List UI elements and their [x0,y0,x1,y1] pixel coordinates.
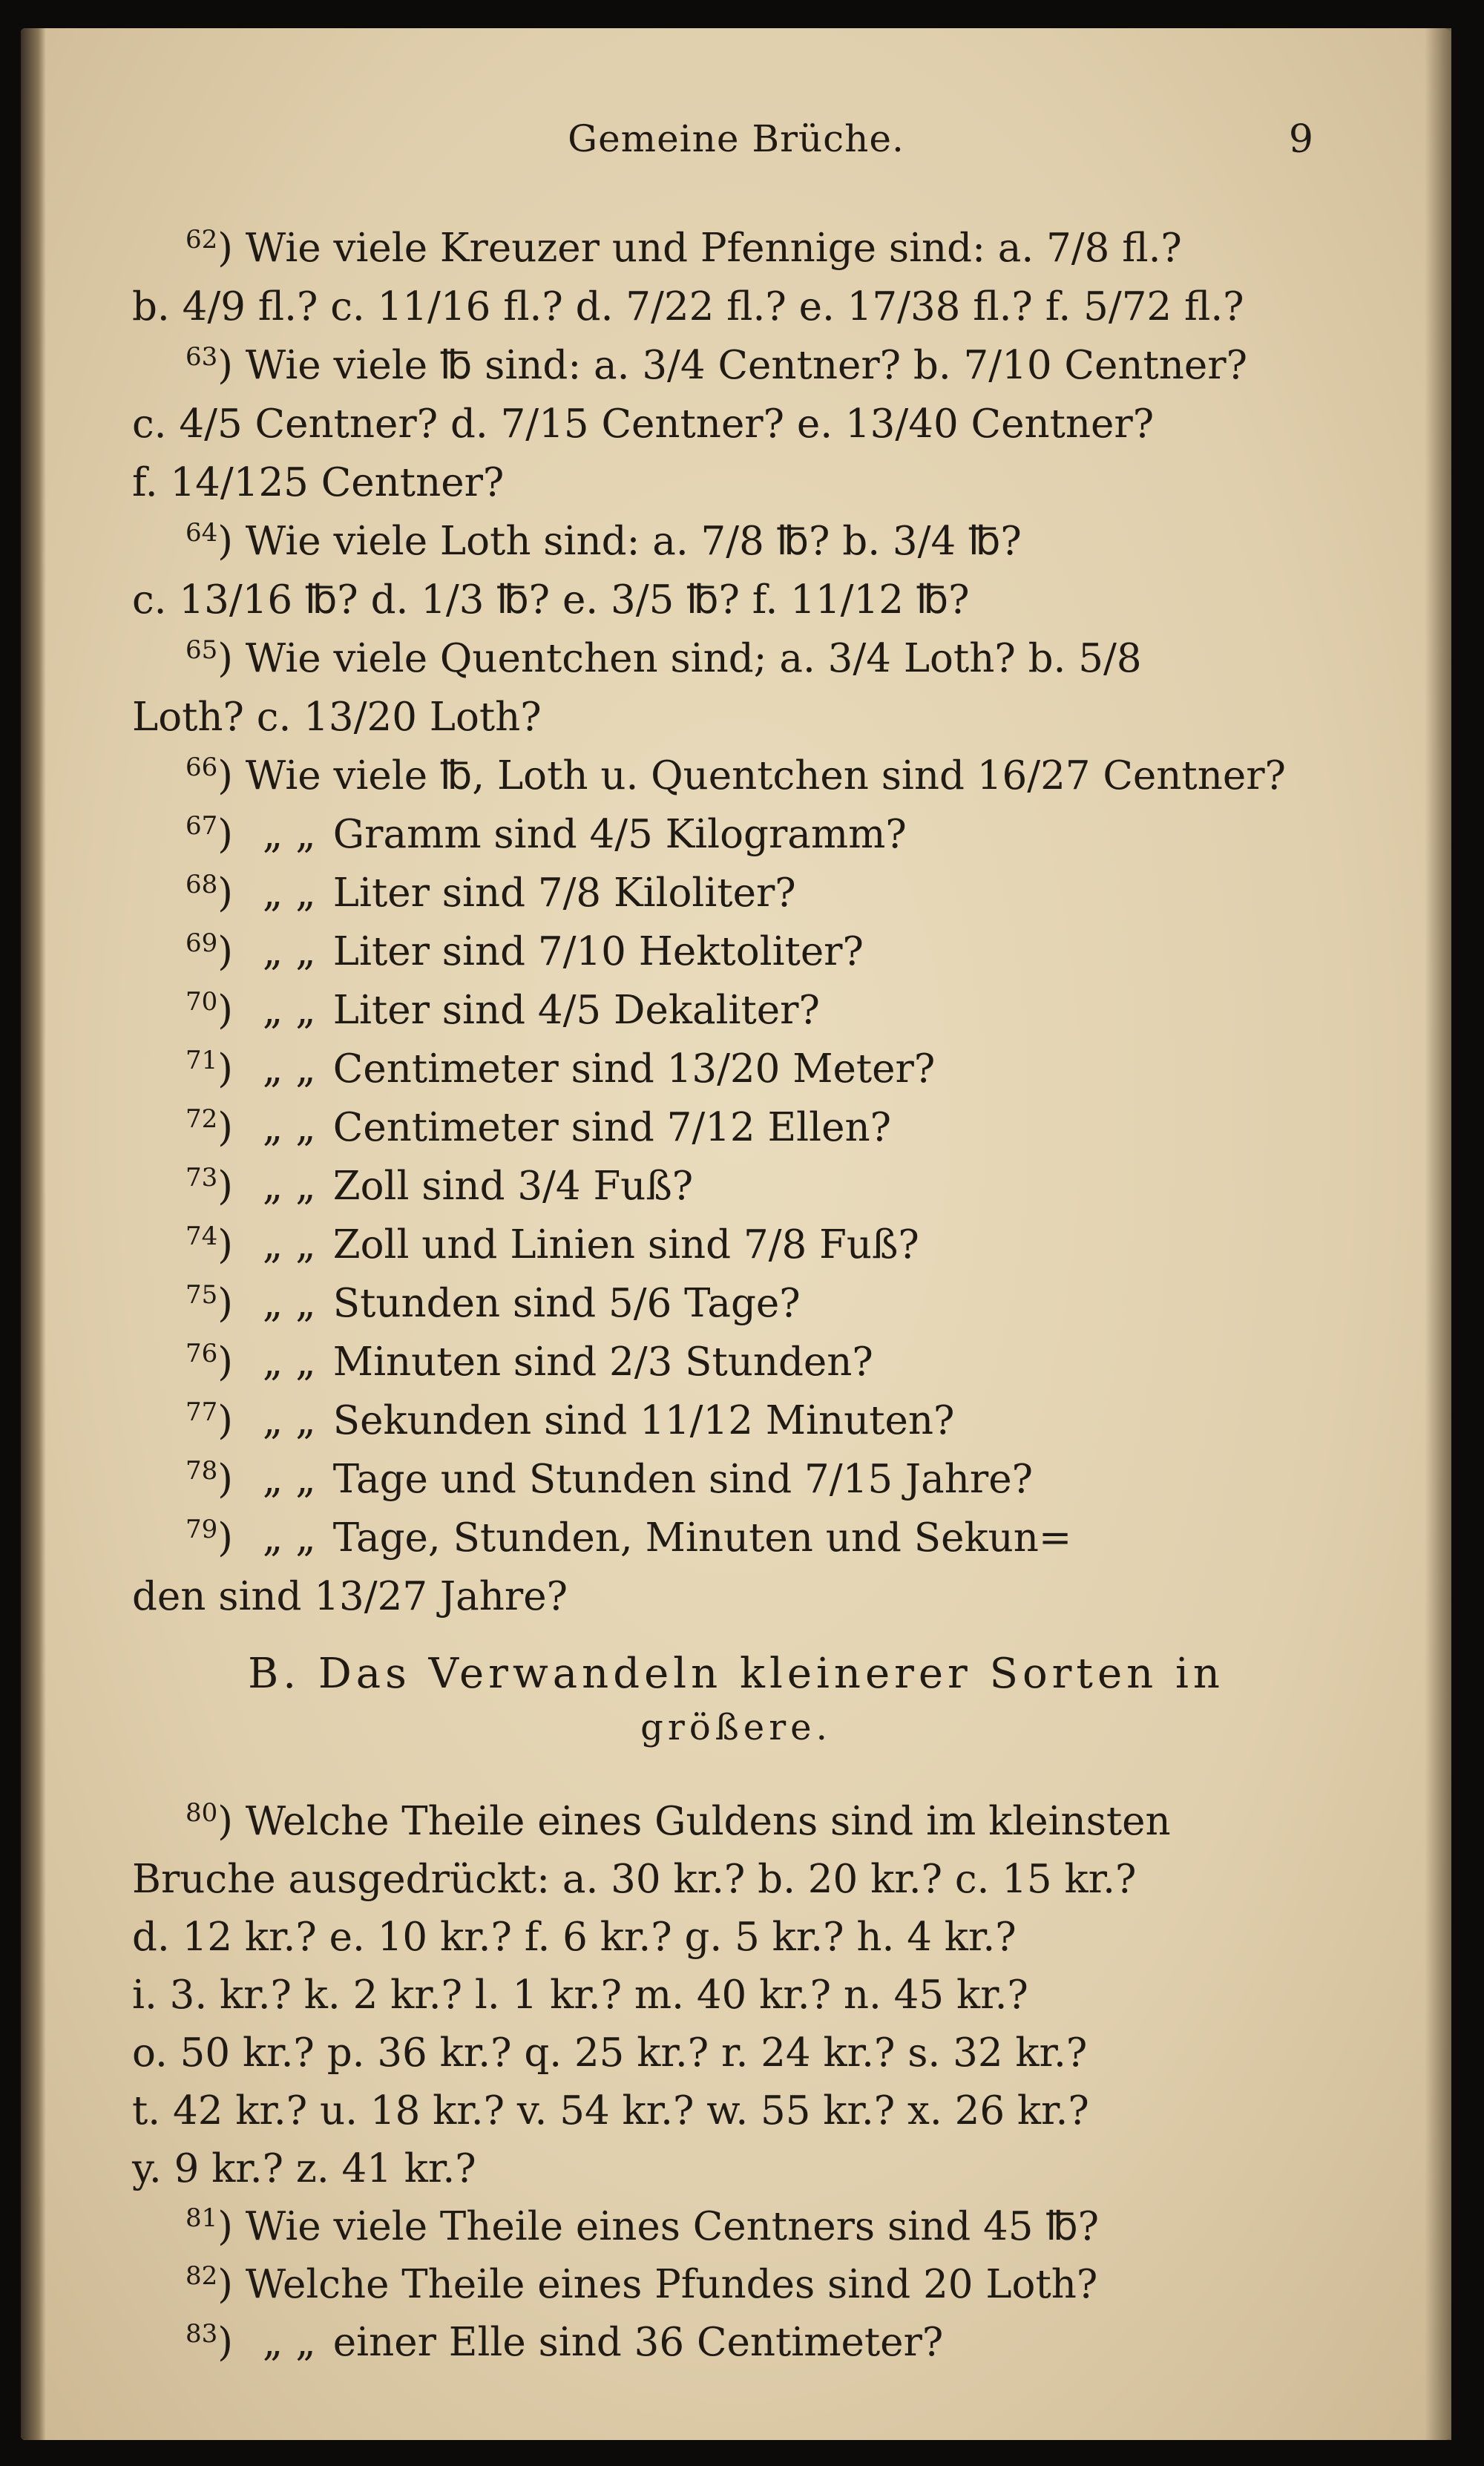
exercise-text: Wie viele ℔, Loth u. Quentchen sind 16/27 Centner? [245,753,1286,799]
exercise-text: c. 4/5 Centner? d. 7/15 Centner? e. 13/40 Centner? [132,401,1155,447]
number-paren: ) [217,1281,246,1326]
exercise-line-continuation [132,1574,1301,1619]
ditto-marks: „ „ [262,1281,316,1326]
number-paren: ) [217,226,246,271]
section-title-continued: größere. [640,1707,832,1748]
section-title: B. Das Verwandeln kleinerer Sorten in [248,1650,1224,1698]
exercise-line-continuation [132,577,1301,623]
exercise-number: 68 [186,870,218,899]
number-paren: ) [217,2204,246,2249]
exercise-number: 62 [186,225,218,255]
exercise-text: den sind 13/27 Jahre? [132,1574,568,1619]
number-paren: ) [217,870,246,916]
exercise-line-continuation [132,1857,1301,1902]
exercise-line-continuation [132,1973,1301,2018]
exercise-number: 75 [186,1280,218,1310]
ditto-marks: „ „ [262,1457,316,1502]
number-paren: ) [217,1105,246,1150]
exercise-text: Liter sind 7/10 Hektoliter? [332,929,864,974]
ditto-marks: „ „ [262,1164,316,1209]
exercise-text: c. 13/16 ℔? d. 1/3 ℔? e. 3/5 ℔? f. 11/12 ℔? [132,577,970,623]
exercise-text: Wie viele Loth sind: a. 7/8 ℔? b. 3/4 ℔? [245,519,1022,564]
number-paren: ) [217,1339,246,1385]
exercise-number: 82 [186,2261,218,2291]
number-paren: ) [217,636,246,681]
exercise-text: y. 9 kr.? z. 41 kr.? [132,2146,476,2191]
number-paren: ) [217,1222,246,1268]
number-paren: ) [217,2320,246,2365]
page-number: 9 [1288,117,1313,162]
exercise-number: 71 [186,1046,218,1075]
exercise-text: Wie viele Quentchen sind; a. 3/4 Loth? b. 5/8 [245,636,1142,681]
exercise-text: Welche Theile eines Pfundes sind 20 Loth? [245,2262,1098,2307]
exercise-number: 66 [186,752,218,782]
exercise-text: Minuten sind 2/3 Stunden? [332,1339,873,1385]
exercise-82 [186,2261,1301,2307]
exercise-number: 81 [186,2203,218,2233]
exercise-69 [186,928,1301,974]
exercise-text: t. 42 kr.? u. 18 kr.? v. 54 kr.? w. 55 kr.? x. 26 kr.? [132,2088,1089,2134]
ditto-marks: „ „ [262,1515,316,1561]
exercise-83 [186,2319,1301,2365]
number-paren: ) [217,2262,246,2307]
exercise-number: 67 [186,811,218,841]
exercise-text: Tage und Stunden sind 7/15 Jahre? [332,1457,1033,1502]
book-page [21,28,1451,2440]
exercise-number: 74 [186,1221,218,1251]
exercise-line-continuation [132,460,1301,505]
exercise-72 [186,1104,1301,1150]
exercise-number: 78 [186,1456,218,1486]
exercise-number: 79 [186,1515,218,1544]
exercise-text: Centimeter sind 13/20 Meter? [332,1046,936,1092]
ditto-marks: „ „ [262,1105,316,1150]
exercise-71 [186,1046,1301,1092]
number-paren: ) [217,929,246,974]
number-paren: ) [217,343,246,388]
exercise-text: Centimeter sind 7/12 Ellen? [332,1105,891,1150]
exercise-text: Zoll und Linien sind 7/8 Fuß? [332,1222,919,1268]
number-paren: ) [217,1457,246,1502]
exercise-text: b. 4/9 fl.? c. 11/16 fl.? d. 7/22 fl.? e. 17/38 fl.? f. 5/72 fl.? [132,284,1244,329]
exercise-number: 76 [186,1339,218,1368]
exercise-text: Welche Theile eines Guldens sind im kleinsten [245,1799,1171,1844]
exercise-line-continuation [132,284,1301,329]
exercise-80 [186,1798,1301,1844]
number-paren: ) [217,1164,246,1209]
page-gutter [21,28,46,2440]
exercise-79 [186,1515,1301,1561]
ditto-marks: „ „ [262,1398,316,1443]
exercise-number: 77 [186,1397,218,1427]
exercise-76 [186,1339,1301,1385]
exercise-text: d. 12 kr.? e. 10 kr.? f. 6 kr.? g. 5 kr.? h. 4 kr.? [132,1915,1017,1960]
exercise-text: Liter sind 7/8 Kiloliter? [332,870,796,916]
number-paren: ) [217,1799,246,1844]
exercise-line-continuation [132,2146,1301,2191]
exercise-text: Stunden sind 5/6 Tage? [332,1281,801,1326]
ditto-marks: „ „ [262,870,316,916]
exercise-number: 69 [186,928,218,958]
number-paren: ) [217,753,246,799]
exercise-line-continuation [132,695,1301,740]
number-paren: ) [217,812,246,857]
exercise-73 [186,1163,1301,1209]
ditto-marks: „ „ [262,1339,316,1385]
exercise-line-continuation [132,2088,1301,2134]
ditto-marks: „ „ [262,2320,316,2365]
exercise-81 [186,2203,1301,2249]
exercise-text: Sekunden sind 11/12 Minuten? [332,1398,955,1443]
exercise-number: 83 [186,2319,218,2349]
exercise-line-continuation [132,2030,1301,2076]
exercise-65 [186,635,1301,681]
number-paren: ) [217,988,246,1033]
ditto-marks: „ „ [262,1222,316,1268]
exercise-68 [186,870,1301,916]
number-paren: ) [217,1398,246,1443]
exercise-number: 63 [186,342,218,372]
exercise-70 [186,987,1301,1033]
exercise-text: Wie viele Theile eines Centners sind 45 ℔? [245,2204,1100,2249]
exercise-number: 65 [186,635,218,665]
exercise-number: 72 [186,1104,218,1134]
exercise-text: f. 14/125 Centner? [132,460,505,505]
exercise-63 [186,342,1301,388]
exercise-line-continuation [132,1915,1301,1960]
running-head: Gemeine Brüche. [568,117,904,160]
exercise-text: Tage, Stunden, Minuten und Sekun= [332,1515,1072,1561]
exercise-66 [186,752,1301,799]
ditto-marks: „ „ [262,929,316,974]
exercise-text: Loth? c. 13/20 Loth? [132,695,542,740]
exercise-number: 80 [186,1798,218,1828]
exercise-77 [186,1397,1301,1443]
exercise-75 [186,1280,1301,1326]
exercise-text: einer Elle sind 36 Centimeter? [332,2320,944,2365]
number-paren: ) [217,1046,246,1092]
exercise-64 [186,518,1301,564]
exercise-number: 64 [186,518,218,548]
ditto-marks: „ „ [262,812,316,857]
exercise-text: Zoll sind 3/4 Fuß? [332,1164,694,1209]
number-paren: ) [217,519,246,564]
page-header [21,117,1451,177]
ditto-marks: „ „ [262,1046,316,1092]
exercise-text: Wie viele ℔ sind: a. 3/4 Centner? b. 7/10 Centner? [245,343,1248,388]
exercise-number: 73 [186,1163,218,1193]
exercise-text: o. 50 kr.? p. 36 kr.? q. 25 kr.? r. 24 kr.? s. 32 kr.? [132,2030,1088,2076]
exercise-text: Wie viele Kreuzer und Pfennige sind: a. 7/8 fl.? [245,226,1182,271]
exercise-text: Liter sind 4/5 Dekaliter? [332,988,820,1033]
exercise-62 [186,225,1301,271]
exercise-text: i. 3. kr.? k. 2 kr.? l. 1 kr.? m. 40 kr.? n. 45 kr.? [132,1973,1028,2018]
exercise-74 [186,1221,1301,1268]
exercise-text: Gramm sind 4/5 Kilogramm? [332,812,907,857]
exercise-number: 70 [186,987,218,1017]
exercise-text: Bruche ausgedrückt: a. 30 kr.? b. 20 kr.? c. 15 kr.? [132,1857,1137,1902]
number-paren: ) [217,1515,246,1561]
exercise-78 [186,1456,1301,1502]
exercise-67 [186,811,1301,857]
exercise-line-continuation [132,401,1301,447]
ditto-marks: „ „ [262,988,316,1033]
page-edge [1425,28,1451,2440]
